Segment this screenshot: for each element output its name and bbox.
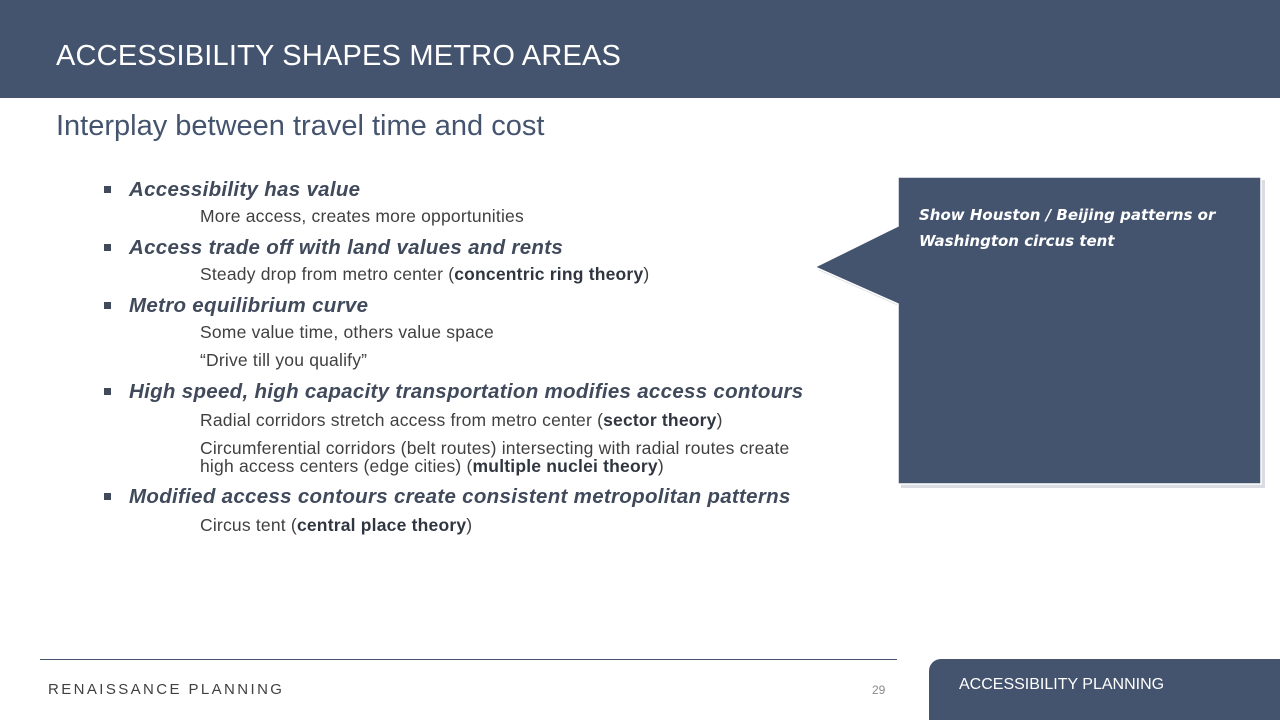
sub-item-suffix: ) [643, 264, 650, 284]
sub-item [104, 411, 824, 429]
slide-subtitle: Interplay between travel time and cost [56, 110, 545, 142]
bullet-item [104, 236, 824, 259]
bullet-list [104, 178, 824, 534]
bullet-heading: Modified access contours create consistent metropolitan patterns [129, 485, 791, 508]
bullet-item [104, 485, 824, 508]
footer-section-label: ACCESSIBILITY PLANNING [959, 676, 1165, 693]
square-bullet-icon [104, 302, 111, 309]
sub-item-text: “Drive till you qualify” [200, 350, 368, 370]
footer-brand-logo: RENAISSANCE PLANNING [48, 681, 285, 698]
sub-item [104, 323, 824, 341]
sub-item-suffix: ) [657, 456, 664, 476]
sub-item [104, 351, 824, 369]
callout-box [815, 176, 1265, 488]
square-bullet-icon [104, 186, 111, 193]
theory-term: sector theory [603, 410, 717, 430]
bullet-item [104, 294, 824, 317]
sub-item-suffix: ) [466, 515, 473, 535]
sub-item-text: Radial corridors stretch access from metro center ( [200, 410, 604, 430]
sub-item-text: More access, creates more opportunities [200, 206, 524, 226]
sub-item [104, 207, 824, 225]
sub-item-text: Circus tent ( [200, 515, 297, 535]
bullet-heading: High speed, high capacity transportation modifies access contours [129, 380, 804, 403]
theory-term: central place theory [296, 515, 467, 535]
sub-item-text: Some value time, others value space [200, 322, 494, 342]
bullet-item [104, 178, 824, 201]
sub-item-text: Steady drop from metro center ( [200, 264, 455, 284]
footer-divider [40, 659, 897, 660]
callout-text: Show Houston / Beijing patterns or Washington circus tent [919, 206, 1216, 250]
square-bullet-icon [104, 244, 111, 251]
bullet-heading: Access trade off with land values and rents [129, 236, 564, 259]
slide-title: ACCESSIBILITY SHAPES METRO AREAS [56, 40, 622, 72]
square-bullet-icon [104, 388, 111, 395]
theory-term: concentric ring theory [454, 264, 644, 284]
theory-term: multiple nuclei theory [472, 456, 658, 476]
bullet-heading: Metro equilibrium curve [129, 294, 369, 317]
bullet-item [104, 380, 824, 403]
sub-item [104, 265, 824, 283]
bullet-heading: Accessibility has value [129, 178, 361, 201]
square-bullet-icon [104, 493, 111, 500]
sub-item [104, 516, 824, 534]
sub-item-suffix: ) [716, 410, 723, 430]
page-number: 29 [872, 683, 886, 697]
sub-item [104, 439, 824, 475]
footer-section-tab [929, 659, 1280, 720]
sub-item-text: Circumferential corridors (belt routes) intersecting with radial routes create high access centers (edge cities) ( [200, 438, 790, 476]
